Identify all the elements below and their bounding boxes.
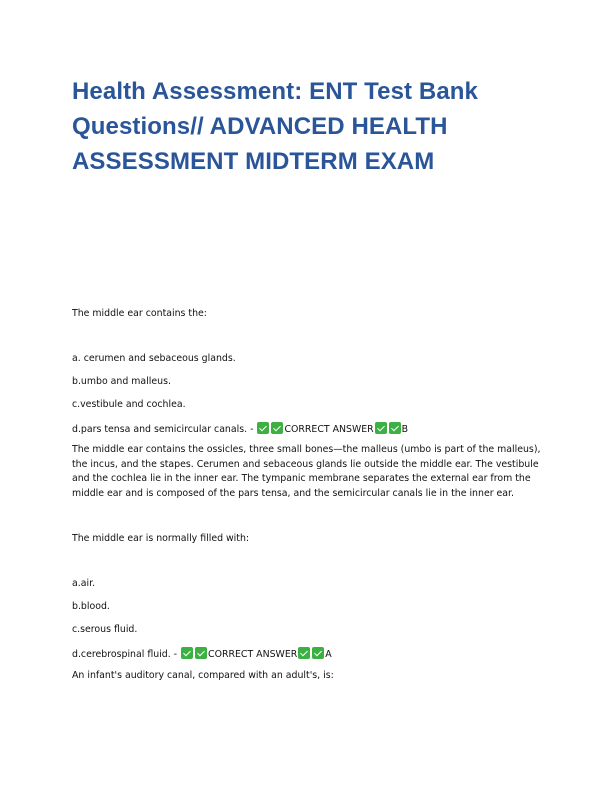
- check-mark-icon: [271, 422, 283, 434]
- correct-answer-value: B: [401, 424, 409, 435]
- question-1-explanation: The middle ear contains the ossicles, three small bones—the malleus (umbo is part of the malleus), the incus, and the stapes. Cerumen and sebaceous glands lie outside the middle ear. The vestibule and the cochlea lie in the inner ear. The tympanic membrane separates the external ear from the middle ear and is composed of the pars tensa, and the semicircular canals lie in the inner ear.: [72, 444, 541, 499]
- check-mark-icon: [195, 647, 207, 659]
- question-2-option-a: a.air.: [72, 578, 96, 589]
- correct-answer-label: CORRECT ANSWER: [284, 424, 374, 435]
- document-title: Health Assessment: ENT Test Bank Questions// ADVANCED HEALTH ASSESSMENT MIDTERM EXAM: [72, 78, 478, 175]
- question-2-stem: The middle ear is normally filled with:: [72, 533, 250, 544]
- check-mark-icon: [257, 422, 269, 434]
- question-1-option-b: b.umbo and malleus.: [72, 376, 171, 387]
- correct-answer-value: A: [325, 649, 332, 660]
- question-3-stem: An infant's auditory canal, compared with an adult's, is:: [72, 670, 334, 681]
- question-2-option-b: b.blood.: [72, 601, 110, 612]
- question-2-option-c: c.serous fluid.: [72, 624, 138, 635]
- question-1-option-c: c.vestibule and cochlea.: [72, 399, 186, 410]
- question-1-stem: The middle ear contains the:: [72, 308, 207, 319]
- check-mark-icon: [181, 647, 193, 659]
- question-1-option-d: [72, 422, 542, 436]
- check-mark-icon: [375, 422, 387, 434]
- check-mark-icon: [298, 647, 310, 659]
- question-1-option-a: a. cerumen and sebaceous glands.: [72, 353, 236, 364]
- question-2-option-d: [72, 647, 542, 661]
- check-mark-icon: [389, 422, 401, 434]
- correct-answer-label: CORRECT ANSWER: [208, 649, 298, 660]
- option-d-text: d.cerebrospinal fluid. -: [72, 649, 178, 660]
- option-d-text: d.pars tensa and semicircular canals. -: [72, 424, 254, 435]
- check-mark-icon: [312, 647, 324, 659]
